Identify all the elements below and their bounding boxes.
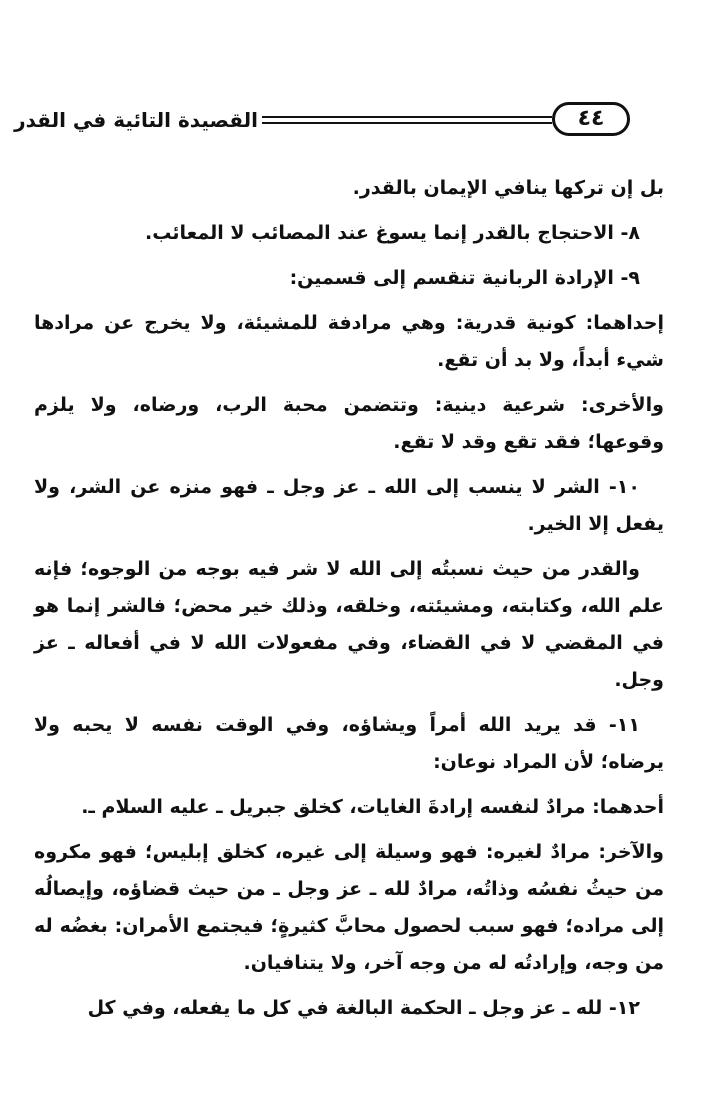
paragraph: ٨- الاحتجاج بالقدر إنما يسوغ عند المصائب لا المعائب.	[145, 222, 640, 244]
paragraph: والقدر من حيث نسبتُه إلى الله لا شر فيه بوجه من الوجوه؛ فإنه علم الله، وكتابته، ومشيئته، وخلقه، وذلك خير محض؛ فالشر إنما هو في المقضي لا في القضاء، وفي مفعولات الله لا في أفعاله ـ عز وجل.	[34, 558, 664, 691]
header-rule-bottom	[262, 122, 552, 124]
paragraph: إحداهما: كونية قدرية: وهي مرادفة للمشيئة، ولا يخرج عن مرادها شيء أبداً، ولا بد أن تقع.	[34, 312, 664, 371]
page-number: ٤٤	[552, 102, 630, 136]
paragraph: ٩- الإرادة الربانية تنقسم إلى قسمين:	[289, 267, 640, 289]
paragraph: ١١- قد يريد الله أمراً ويشاؤه، وفي الوقت نفسه لا يحبه ولا يرضاه؛ لأن المراد نوعان:	[34, 714, 664, 773]
paragraph: بل إن تركها ينافي الإيمان بالقدر.	[352, 177, 664, 199]
page-header	[14, 100, 630, 140]
paragraph: أحدهما: مرادٌ لنفسه إرادةَ الغايات، كخلق جبريل ـ عليه السلام ـ.	[81, 796, 664, 818]
paragraph: والأخرى: شرعية دينية: وتتضمن محبة الرب، ورضاه، ولا يلزم وقوعها؛ فقد تقع وقد لا تقع.	[34, 394, 664, 453]
body-text	[34, 170, 664, 1035]
header-rule-top	[262, 116, 552, 118]
paragraph: ١٢- لله ـ عز وجل ـ الحكمة البالغة في كل ما يفعله، وفي كل	[87, 997, 640, 1019]
running-title: القصيدة التائية في القدر	[14, 108, 258, 132]
paragraph: ١٠- الشر لا ينسب إلى الله ـ عز وجل ـ فهو منزه عن الشر، ولا يفعل إلا الخير.	[34, 476, 664, 535]
paragraph: والآخر: مرادٌ لغيره: فهو وسيلة إلى غيره، كخلق إبليس؛ فهو مكروه من حيثُ نفسُه وذاتُه، مرادٌ لله ـ عز وجل ـ من حيث قضاؤه، وإيصالُه إلى مراده؛ فهو سبب لحصول محابَّ كثيرةٍ؛ فيجتمع الأمران: بغضُه له من وجه، وإرادتُه له من وجه آخر، ولا يتنافيان.	[34, 841, 664, 974]
